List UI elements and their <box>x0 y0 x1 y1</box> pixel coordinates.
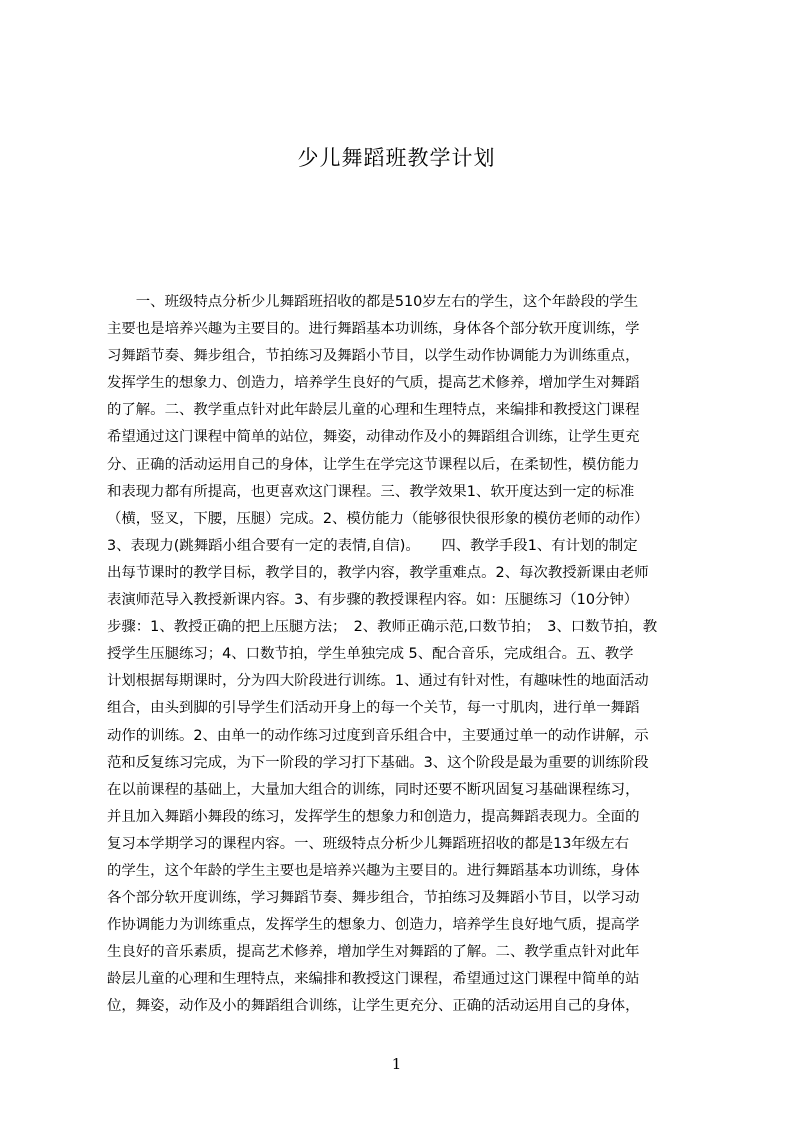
text-line: 习舞蹈节奏、舞步组合，节拍练习及舞蹈小节目，以学生动作协调能力为训练重点， <box>107 348 640 365</box>
text-line: （横，竖叉，下腰，压腿）完成。2、模仿能力（能够很快很形象的模仿老师的动作） <box>107 510 649 527</box>
text-line: 在以前课程的基础上，大量加大组合的训练，同时还要不断巩固复习基础课程练习， <box>107 781 640 798</box>
text-line: 计划根据每期课时，分为四大阶段进行训练。1、通过有针对性，有趣味性的地面活动 <box>107 673 649 690</box>
body-text <box>107 289 697 1021</box>
text-line: 龄层儿童的心理和生理特点，来编排和教授这门课程，希望通过这门课程中简单的站 <box>107 971 640 988</box>
text-line: 和表现力都有所提高，也更喜欢这门课程。三、教学效果1、软开度达到一定的标准 <box>107 483 635 500</box>
text-line: 授学生压腿练习；4、口数节拍，学生单独完成 5、配合音乐，完成组合。五、教学 <box>107 646 634 663</box>
text-line: 范和反复练习完成，为下一阶段的学习打下基础。3、这个阶段是最为重要的训练阶段 <box>107 754 649 771</box>
text-line: 一、班级特点分析少儿舞蹈班招收的都是510岁左右的学生，这个年龄段的学生 <box>107 294 639 310</box>
text-line: 3、表现力(跳舞蹈小组合要有一定的表情,自信)。 四、教学手段1、有计划的制定 <box>107 537 638 554</box>
text-line: 希望通过这门课程中简单的站位，舞姿，动律动作及小的舞蹈组合训练，让学生更充 <box>107 429 640 446</box>
text-line: 主要也是培养兴趣为主要目的。进行舞蹈基本功训练，身体各个部分软开度训练，学 <box>107 321 640 338</box>
text-line: 表演师范导入教授新课内容。3、有步骤的教授课程内容。如：压腿练习（10分钟） <box>107 592 639 609</box>
text-line: 组合，由头到脚的引导学生们活动开身上的每一个关节，每一寸肌肉，进行单一舞蹈 <box>107 700 640 717</box>
text-line: 复习本学期学习的课程内容。一、班级特点分析少儿舞蹈班招收的都是13年级左右 <box>107 835 629 852</box>
text-line: 的学生，这个年龄的学生主要也是培养兴趣为主要目的。进行舞蹈基本功训练，身体 <box>107 862 640 879</box>
text-line: 并且加入舞蹈小舞段的练习，发挥学生的想象力和创造力，提高舞蹈表现力。全面的 <box>107 808 640 825</box>
text-line: 分、正确的活动运用自己的身体，让学生在学完这节课程以后，在柔韧性，模仿能力 <box>107 456 640 473</box>
text-line: 出每节课时的教学目标，教学目的，教学内容，教学重难点。2、每次教授新课由老师 <box>107 564 649 581</box>
text-line: 作协调能力为训练重点，发挥学生的想象力、创造力，培养学生良好地气质，提高学 <box>107 917 640 934</box>
text-line: 的了解。二、教学重点针对此年龄层儿童的心理和生理特点，来编排和教授这门课程 <box>107 402 640 419</box>
text-line: 生良好的音乐素质，提高艺术修养，增加学生对舞蹈的了解。二、教学重点针对此年 <box>107 944 640 961</box>
text-line: 各个部分软开度训练，学习舞蹈节奏、舞步组合，节拍练习及舞蹈小节目，以学习动 <box>107 890 640 907</box>
page-number: 1 <box>391 1055 402 1073</box>
document-title: 少儿舞蹈班教学计划 <box>297 146 496 170</box>
text-line: 动作的训练。2、由单一的动作练习过度到音乐组合中，主要通过单一的动作讲解，示 <box>107 727 649 744</box>
text-line: 步骤：1、教授正确的把上压腿方法； 2、教师正确示范,口数节拍； 3、口数节拍，教 <box>107 619 658 636</box>
text-line: 位，舞姿，动作及小的舞蹈组合训练，让学生更充分、正确的活动运用自己的身体， <box>107 998 640 1015</box>
text-line: 发挥学生的想象力、创造力，培养学生良好的气质，提高艺术修养，增加学生对舞蹈 <box>107 375 640 392</box>
